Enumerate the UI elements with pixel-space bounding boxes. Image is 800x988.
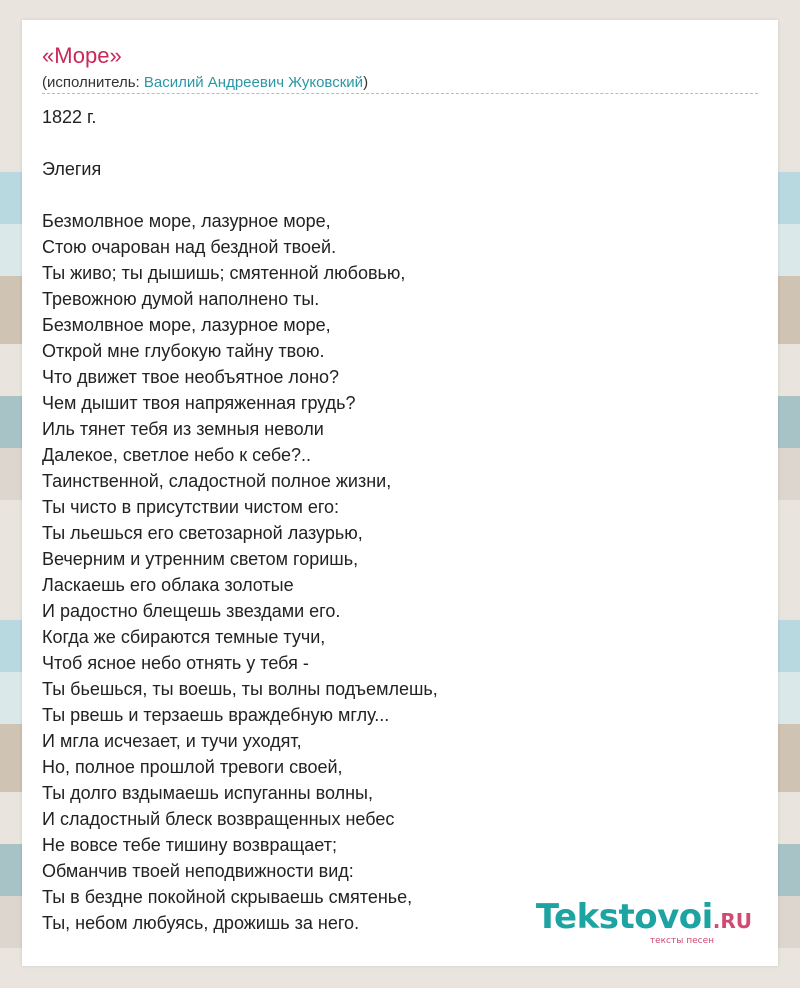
lyrics-text (42, 104, 758, 936)
performer-link[interactable]: Василий Андреевич Жуковский (143, 74, 364, 91)
performer-prefix: (исполнитель: (42, 74, 144, 91)
stanza-gap (42, 182, 758, 208)
lyric-line: Ты, небом любуясь, дрожишь за него. (42, 913, 360, 933)
performer-suffix: ) (363, 74, 369, 91)
lyric-line: Ты рвешь и терзаешь враждебную мглу... (42, 705, 390, 725)
lyric-line: Чтоб ясное небо отнять у тебя - (42, 653, 309, 673)
logo-tld: .RU (712, 909, 752, 933)
lyric-line: Открой мне глубокую тайну твою. (42, 341, 325, 361)
lyric-line: Обманчив твоей неподвижности вид: (42, 861, 354, 881)
lyric-line: Ты живо; ты дышишь; смятенной любовью, (42, 263, 406, 283)
lyric-line: И сладостный блеск возвращенных небес (42, 809, 395, 829)
lyric-line: Иль тянет тебя из земныя неволи (42, 419, 324, 439)
lyric-line: Ты бьешься, ты воешь, ты волны подъемлешь, (42, 679, 438, 699)
title-divider (42, 93, 758, 94)
lyric-line: Ты чисто в присутствии чистом его: (42, 497, 340, 517)
performer-line (42, 73, 368, 93)
logo-tagline: тексты песен (649, 936, 714, 946)
lyric-line: Безмолвное море, лазурное море, (42, 315, 331, 335)
lyric-line: Стою очарован над бездной твоей. (42, 237, 337, 257)
lyrics-year: 1822 г. (42, 107, 97, 127)
lyric-line: Когда же сбираются темные тучи, (42, 627, 326, 647)
logo-wordmark (536, 898, 752, 940)
song-title: «Море» (42, 43, 122, 68)
lyric-line: Ласкаешь его облака золотые (42, 575, 294, 595)
lyric-line: Ты долго вздымаешь испуганны волны, (42, 783, 373, 803)
lyrics-card (22, 20, 778, 966)
lyric-line: Тревожною думой наполнено ты. (42, 289, 320, 309)
lyric-line: Таинственной, сладостной полное жизни, (42, 471, 392, 491)
lyric-line: Чем дышит твоя напряженная грудь? (42, 393, 356, 413)
lyrics-lines (42, 208, 758, 936)
lyric-line: Что движет твое необъятное лоно? (42, 367, 340, 387)
lyric-line: Вечерним и утренним светом горишь, (42, 549, 359, 569)
lyric-line: И радостно блещешь звездами его. (42, 601, 341, 621)
logo-name: Tekstovoi (535, 897, 713, 937)
stanza-gap (42, 130, 758, 156)
lyric-line: Ты льешься его светозарной лазурью, (42, 523, 363, 543)
lyric-line: И мгла исчезает, и тучи уходят, (42, 731, 302, 751)
lyric-line: Безмолвное море, лазурное море, (42, 211, 331, 231)
lyrics-genre: Элегия (42, 159, 102, 179)
lyric-line: Но, полное прошлой тревоги своей, (42, 757, 343, 777)
lyric-line: Далекое, светлое небо к себе?.. (42, 445, 312, 465)
site-logo[interactable] (536, 898, 752, 946)
lyric-line: Ты в бездне покойной скрываешь смятенье, (42, 887, 413, 907)
lyric-line: Не вовсе тебе тишину возвращает; (42, 835, 337, 855)
